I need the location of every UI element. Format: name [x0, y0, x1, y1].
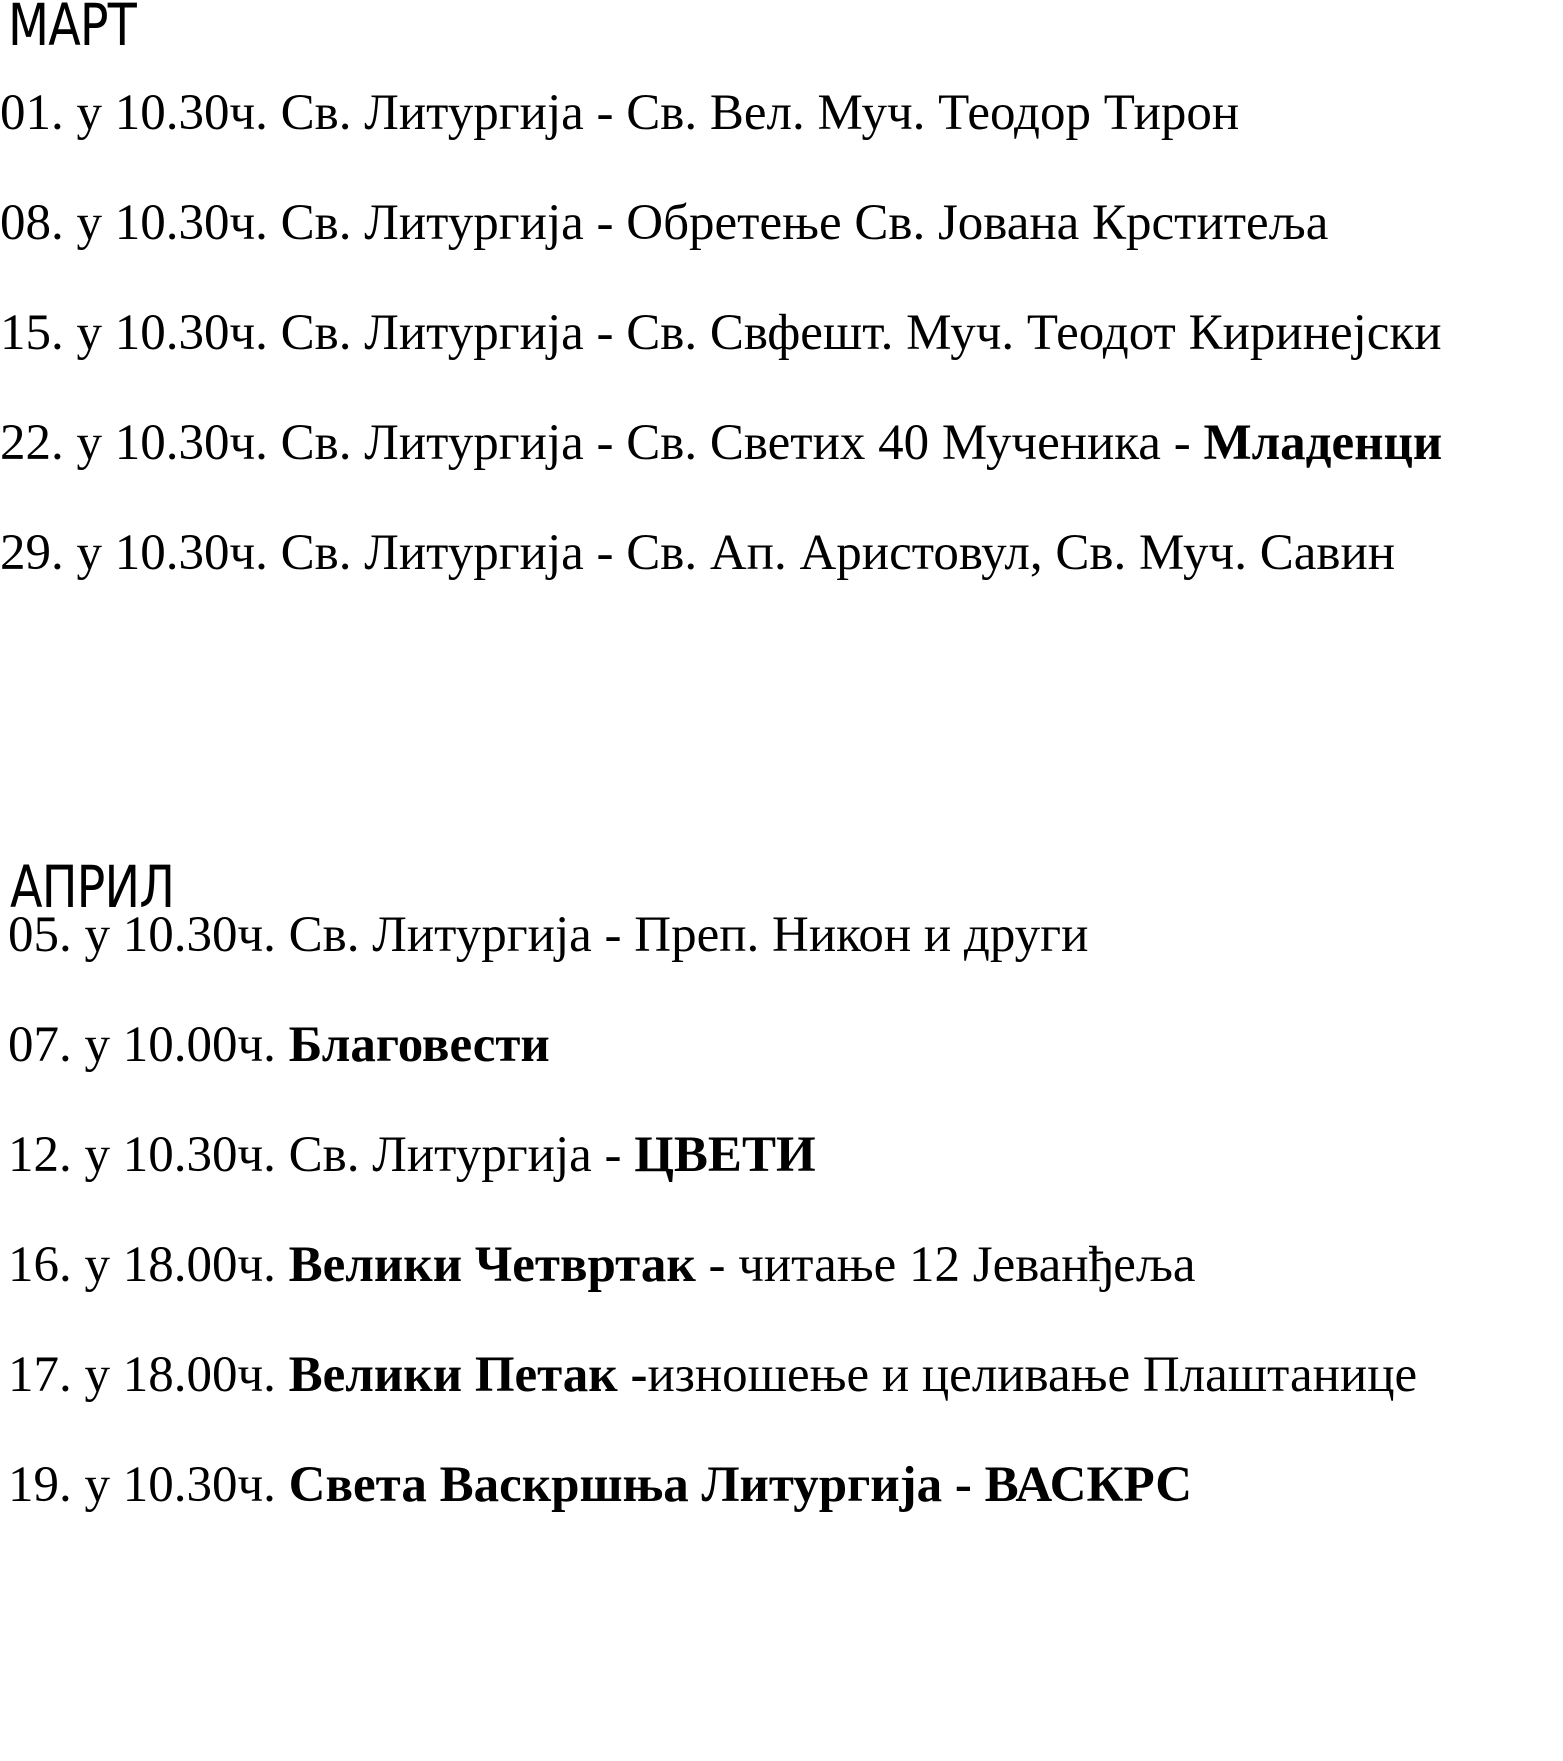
schedule-line-mart-15: 15. у 10.30ч. Св. Литургија - Св. Свфешт. Муч. Теодот Киринејски: [0, 305, 1442, 361]
schedule-line-mart-22: 22. у 10.30ч. Св. Литургија - Св. Светих 40 Мученика - Младенци: [0, 415, 1443, 471]
month-heading-april: АПРИЛ: [10, 853, 175, 921]
schedule-line-april-17: 17. у 18.00ч. Велики Петак -изношење и целивање Плаштанице: [8, 1347, 1418, 1403]
schedule-line-april-19: 19. у 10.30ч. Света Васкршња Литургија - ВАСКРС: [8, 1457, 1193, 1513]
schedule-line-mart-01: 01. у 10.30ч. Св. Литургија - Св. Вел. Муч. Теодор Тирон: [0, 85, 1240, 141]
schedule-line-april-05: 05. у 10.30ч. Св. Литургија - Преп. Никон и други: [8, 907, 1089, 963]
schedule-line-mart-08: 08. у 10.30ч. Св. Литургија - Обретење Св. Јована Крститеља: [0, 195, 1329, 251]
schedule-line-april-07: 07. у 10.00ч. Благовести: [8, 1017, 550, 1073]
month-heading-mart: МАРТ: [8, 0, 137, 59]
schedule-line-april-12: 12. у 10.30ч. Св. Литургија - ЦВЕТИ: [8, 1127, 816, 1183]
schedule-line-mart-29: 29. у 10.30ч. Св. Литургија - Св. Ап. Аристовул, Св. Муч. Савин: [0, 525, 1396, 581]
schedule-line-april-16: 16. у 18.00ч. Велики Четвртак - читање 12 Јеванђеља: [8, 1237, 1196, 1293]
